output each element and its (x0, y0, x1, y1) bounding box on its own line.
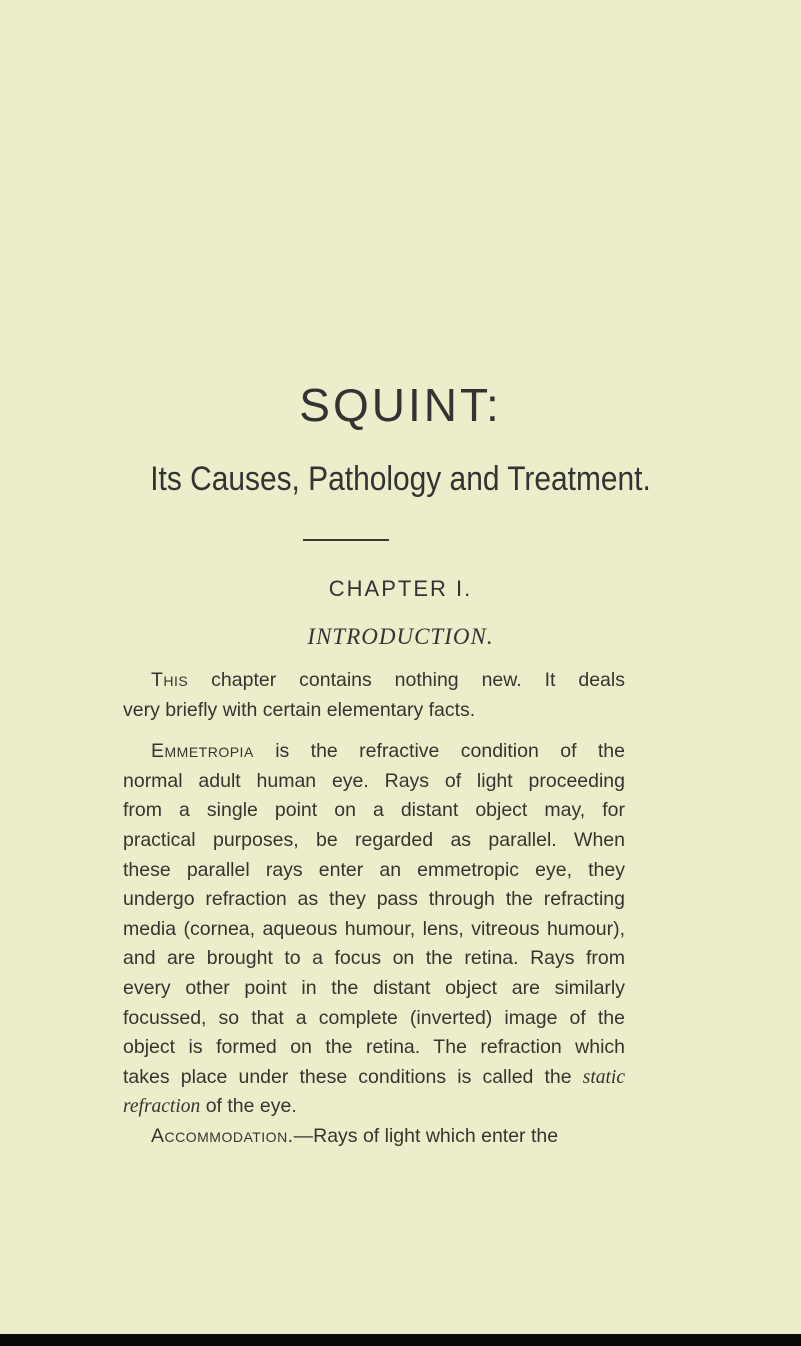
paragraph-2-line-10: focussed, so that a complete (inverted) image of the (123, 1006, 625, 1029)
paragraph-2-line-2: normal adult human eye. Rays of light proceeding (123, 769, 625, 792)
paragraph-2-line-13-text: of the eye. (200, 1095, 297, 1118)
paragraph-2-line-7: media (cornea, aqueous humour, lens, vitreous humour), (123, 917, 625, 940)
scan-bottom-edge (0, 1334, 801, 1346)
paragraph-1-text: chapter contains nothing new. It deals (188, 669, 625, 691)
section-heading: INTRODUCTION. (307, 624, 494, 649)
paragraph-2-lead: Emmetropia (151, 740, 254, 763)
paragraph-2-line-8: and are brought to a focus on the retina. Rays from (123, 947, 625, 970)
paragraph-2-line-12-text: takes place under these conditions is called the (123, 1065, 572, 1088)
paragraph-1-line-1 (123, 666, 625, 696)
paragraph-2-line-11: object is formed on the retina. The refraction which (123, 1036, 625, 1059)
paragraph-2-line-6: undergo refraction as they pass through the refracting (123, 888, 625, 911)
paragraph-3-text: —Rays of light which enter the (293, 1124, 559, 1147)
italic-term-refraction: refraction (123, 1096, 201, 1118)
book-title: SQUINT: (299, 379, 502, 431)
paragraph-3-lead: Accommodation. (151, 1124, 294, 1147)
chapter-body (123, 666, 625, 1152)
paragraph-2-line-1 (123, 737, 625, 767)
paragraph-2-line-3: from a single point on a distant object may, for (123, 799, 625, 822)
paragraph-2-line-12 (123, 1063, 625, 1093)
book-subtitle: Its Causes, Pathology and Treatment. (150, 460, 651, 498)
paragraph-2-text: is the refractive condition of the (253, 740, 625, 763)
title-divider (303, 539, 389, 541)
chapter-number: CHAPTER I. (328, 576, 473, 601)
paragraph-2-line-5: these parallel rays enter an emmetropic eye, they (123, 858, 625, 881)
italic-term-static: static (582, 1066, 625, 1088)
paragraph-1-lead: This (151, 669, 189, 691)
paragraph-2-line-9: every other point in the distant object are similarly (123, 976, 625, 999)
paragraph-3-line-1 (123, 1122, 625, 1152)
paragraph-2-line-4: practical purposes, be regarded as parallel. When (123, 828, 625, 851)
paragraph-2-line-13 (123, 1092, 625, 1122)
paragraph-1-line-2: very briefly with certain elementary facts. (123, 698, 476, 721)
